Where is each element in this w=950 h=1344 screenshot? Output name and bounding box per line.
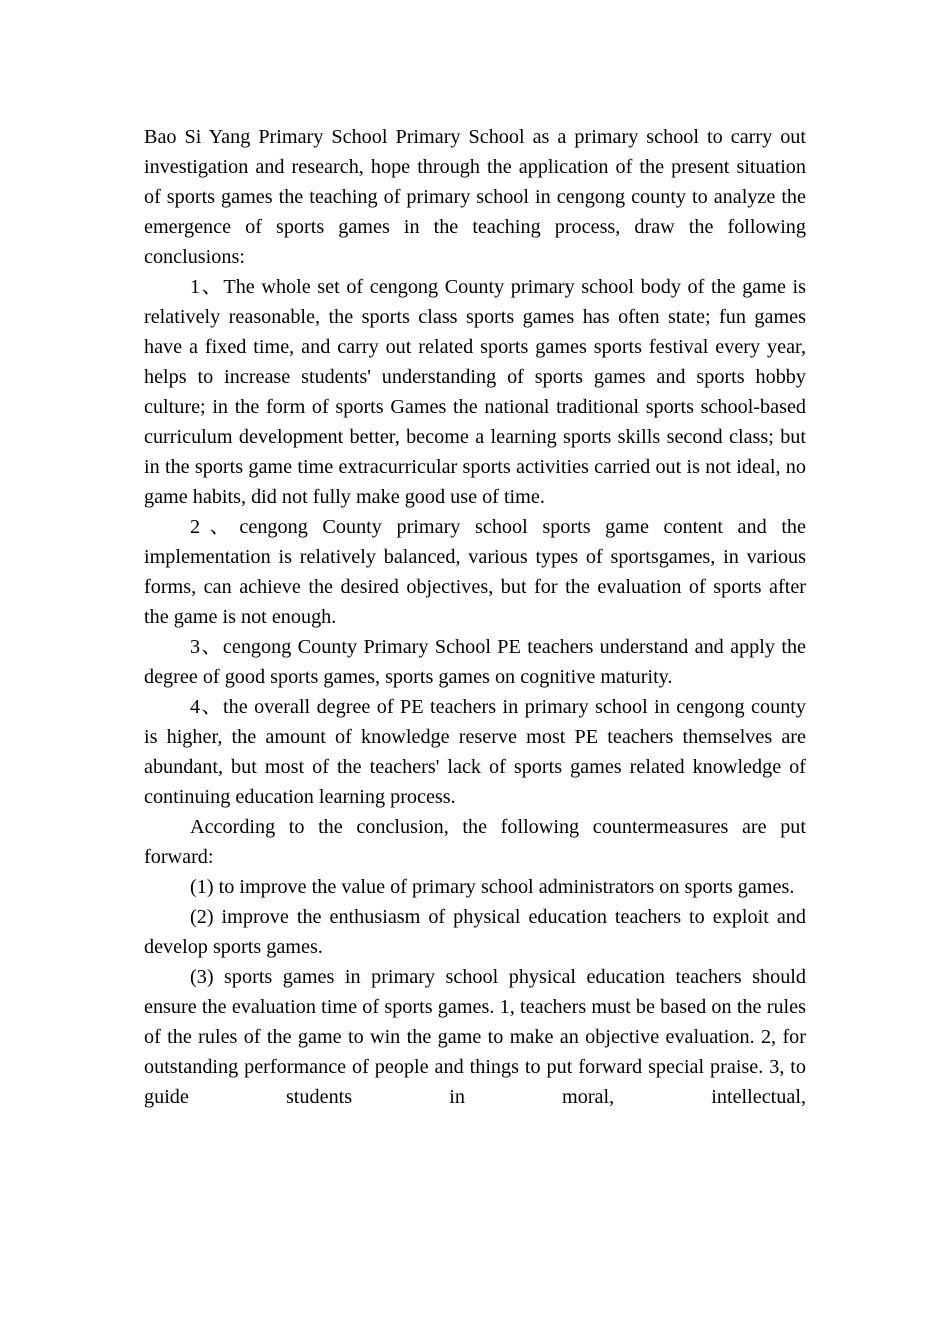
paragraph-countermeasure-3: (3) sports games in primary school physical education teachers should ensure the evaluation time of sports games. 1, teachers must be based on the rules of the rules of the game to win the game to make an objective evaluation. 2, for outstanding performance of people and things to put forward special praise. 3, to guide students in moral, intellectual, [144, 966, 806, 1108]
document-body-text [144, 122, 806, 1112]
paragraph-countermeasure-1: (1) to improve the value of primary school administrators on sports games. [190, 876, 795, 898]
paragraph-conclusion-3: 3、cengong County Primary School PE teachers understand and apply the degree of good sports games, sports games on cognitive maturity. [144, 636, 806, 688]
paragraph-conclusion-4: 4、the overall degree of PE teachers in primary school in cengong county is higher, the amount of knowledge reserve most PE teachers themselves are abundant, but most of the teachers' lack of sports games related knowledge of continuing education learning process. [144, 696, 806, 808]
paragraph-countermeasure-2: (2) improve the enthusiasm of physical education teachers to exploit and develop sports games. [144, 906, 806, 958]
paragraph-countermeasures-lead-in: According to the conclusion, the following countermeasures are put forward: [144, 816, 806, 868]
paragraph-conclusion-2: 2、cengong County primary school sports game content and the implementation is relatively balanced, various types of sportsgames, in various forms, can achieve the desired objectives, but for the evaluation of sports after the game is not enough. [144, 516, 806, 628]
paragraph-intro: Bao Si Yang Primary School Primary School as a primary school to carry out investigation and research, hope through the application of the present situation of sports games the teaching of primary school in cengong county to analyze the emergence of sports games in the teaching process, draw the following conclusions: [144, 126, 806, 268]
paragraph-conclusion-1: 1、The whole set of cengong County primary school body of the game is relatively reasonable, the sports class sports games has often state; fun games have a fixed time, and carry out related sports games sports festival every year, helps to increase students' understanding of sports games and sports hobby culture; in the form of sports Games the national traditional sports school-based curriculum development better, become a learning sports skills second class; but in the sports game time extracurricular sports activities carried out is not ideal, no game habits, did not fully make good use of time. [144, 276, 806, 508]
